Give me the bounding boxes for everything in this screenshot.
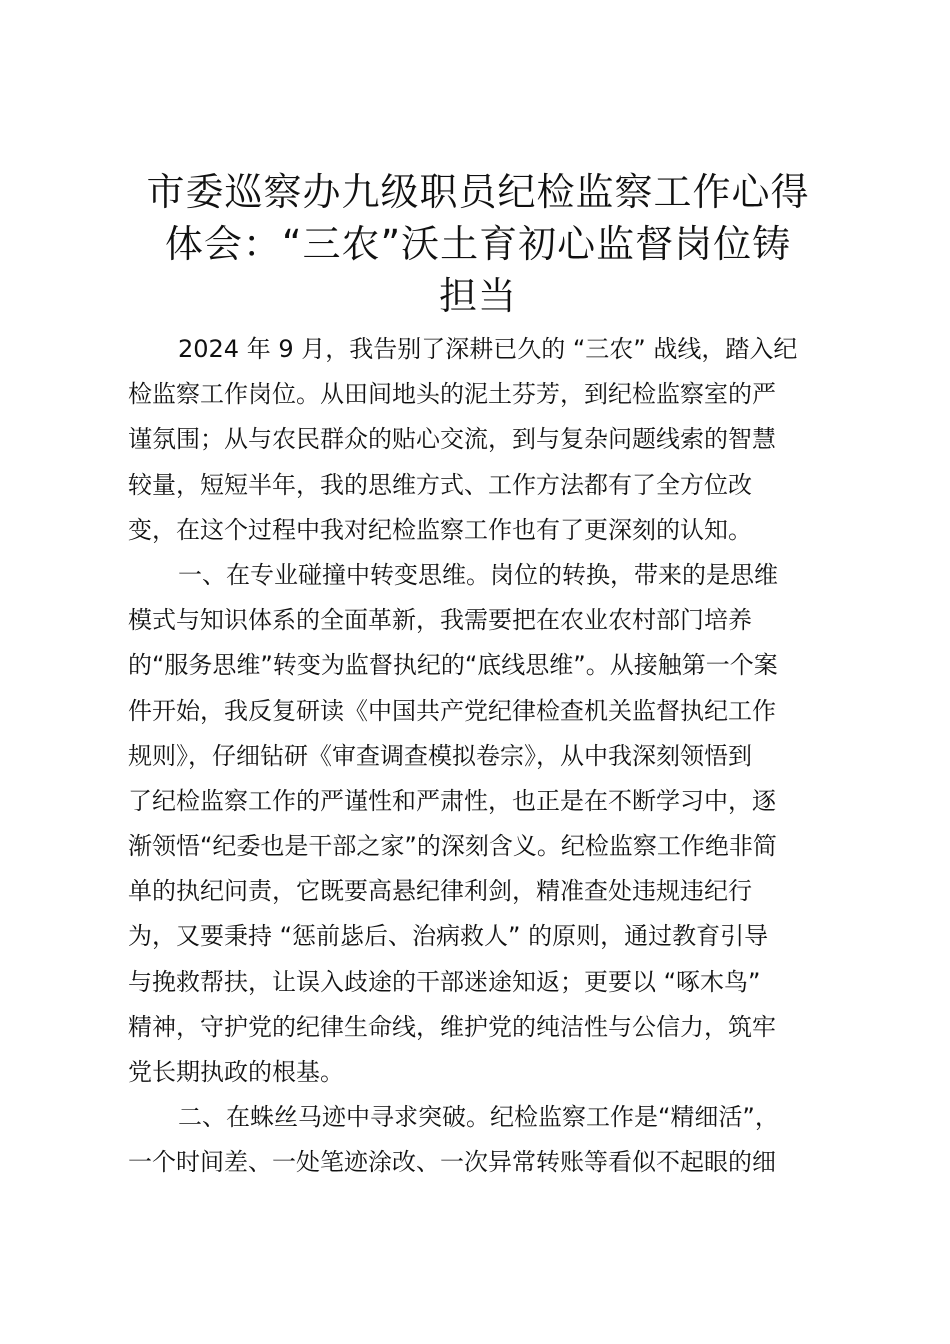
paragraph-1-line: 较量，短短半年，我的思维方式、工作方法都有了全方位改 xyxy=(128,470,752,499)
paragraph-1-line: 变，在这个过程中我对纪检监察工作也有了更深刻的认知。 xyxy=(128,515,752,544)
paragraph-1-line: 检监察工作岗位。从田间地头的泥土芬芳，到纪检监察室的严 xyxy=(128,380,776,409)
paragraph-2-line: 了纪检监察工作的严谨性和严肃性，也正是在不断学习中，逐 xyxy=(128,786,776,815)
paragraph-1-line: 2024 年 9 月，我告别了深耕已久的 “三农” 战线，踏入纪 xyxy=(178,335,798,363)
paragraph-2-line: 为，又要秉持 “惩前毖后、治病救人” 的原则，通过教育引导 xyxy=(128,922,769,951)
paragraph-2-line: 渐领悟“纪委也是干部之家”的深刻含义。纪检监察工作绝非简 xyxy=(128,832,777,861)
title-line: 担当 xyxy=(438,274,517,318)
paragraph-2-line: 精神，守护党的纪律生命线，维护党的纯洁性与公信力，筑牢 xyxy=(128,1012,776,1041)
paragraph-2-line: 的“服务思维”转变为监督执纪的“底线思维”。从接触第一个案 xyxy=(128,651,778,680)
title-line: 体会：“三农”沃土育初心监督岗位铸 xyxy=(164,222,792,266)
paragraph-2-line: 规则》，仔细钻研《审查调查模拟卷宗》，从中我深刻领悟到 xyxy=(128,741,752,770)
paragraph-3-line: 二、在蛛丝马迹中寻求突破。纪检监察工作是“精细活”， xyxy=(178,1103,779,1132)
document-title xyxy=(118,166,838,322)
paragraph-2-line: 模式与知识体系的全面革新，我需要把在农业农村部门培养 xyxy=(128,606,752,635)
paragraph-1-line: 谨氛围；从与农民群众的贴心交流，到与复杂问题线索的智慧 xyxy=(128,425,776,454)
paragraph-2-line: 一、在专业碰撞中转变思维。岗位的转换，带来的是思维 xyxy=(178,560,778,589)
document-body xyxy=(128,327,828,1186)
paragraph-3-line: 一个时间差、一处笔迹涂改、一次异常转账等看似不起眼的细 xyxy=(128,1148,776,1177)
paragraph-2-line: 单的执纪问责，它既要高悬纪律利剑，精准查处违规违纪行 xyxy=(128,877,752,906)
paragraph-2-line: 件开始，我反复研读《中国共产党纪律检查机关监督执纪工作 xyxy=(128,696,776,725)
paragraph-2-line: 与挽救帮扶，让误入歧途的干部迷途知返；更要以 “啄木鸟” xyxy=(128,967,761,996)
title-line: 市委巡察办九级职员纪检监察工作心得 xyxy=(146,170,810,214)
paragraph-2-line: 党长期执政的根基。 xyxy=(128,1058,344,1086)
